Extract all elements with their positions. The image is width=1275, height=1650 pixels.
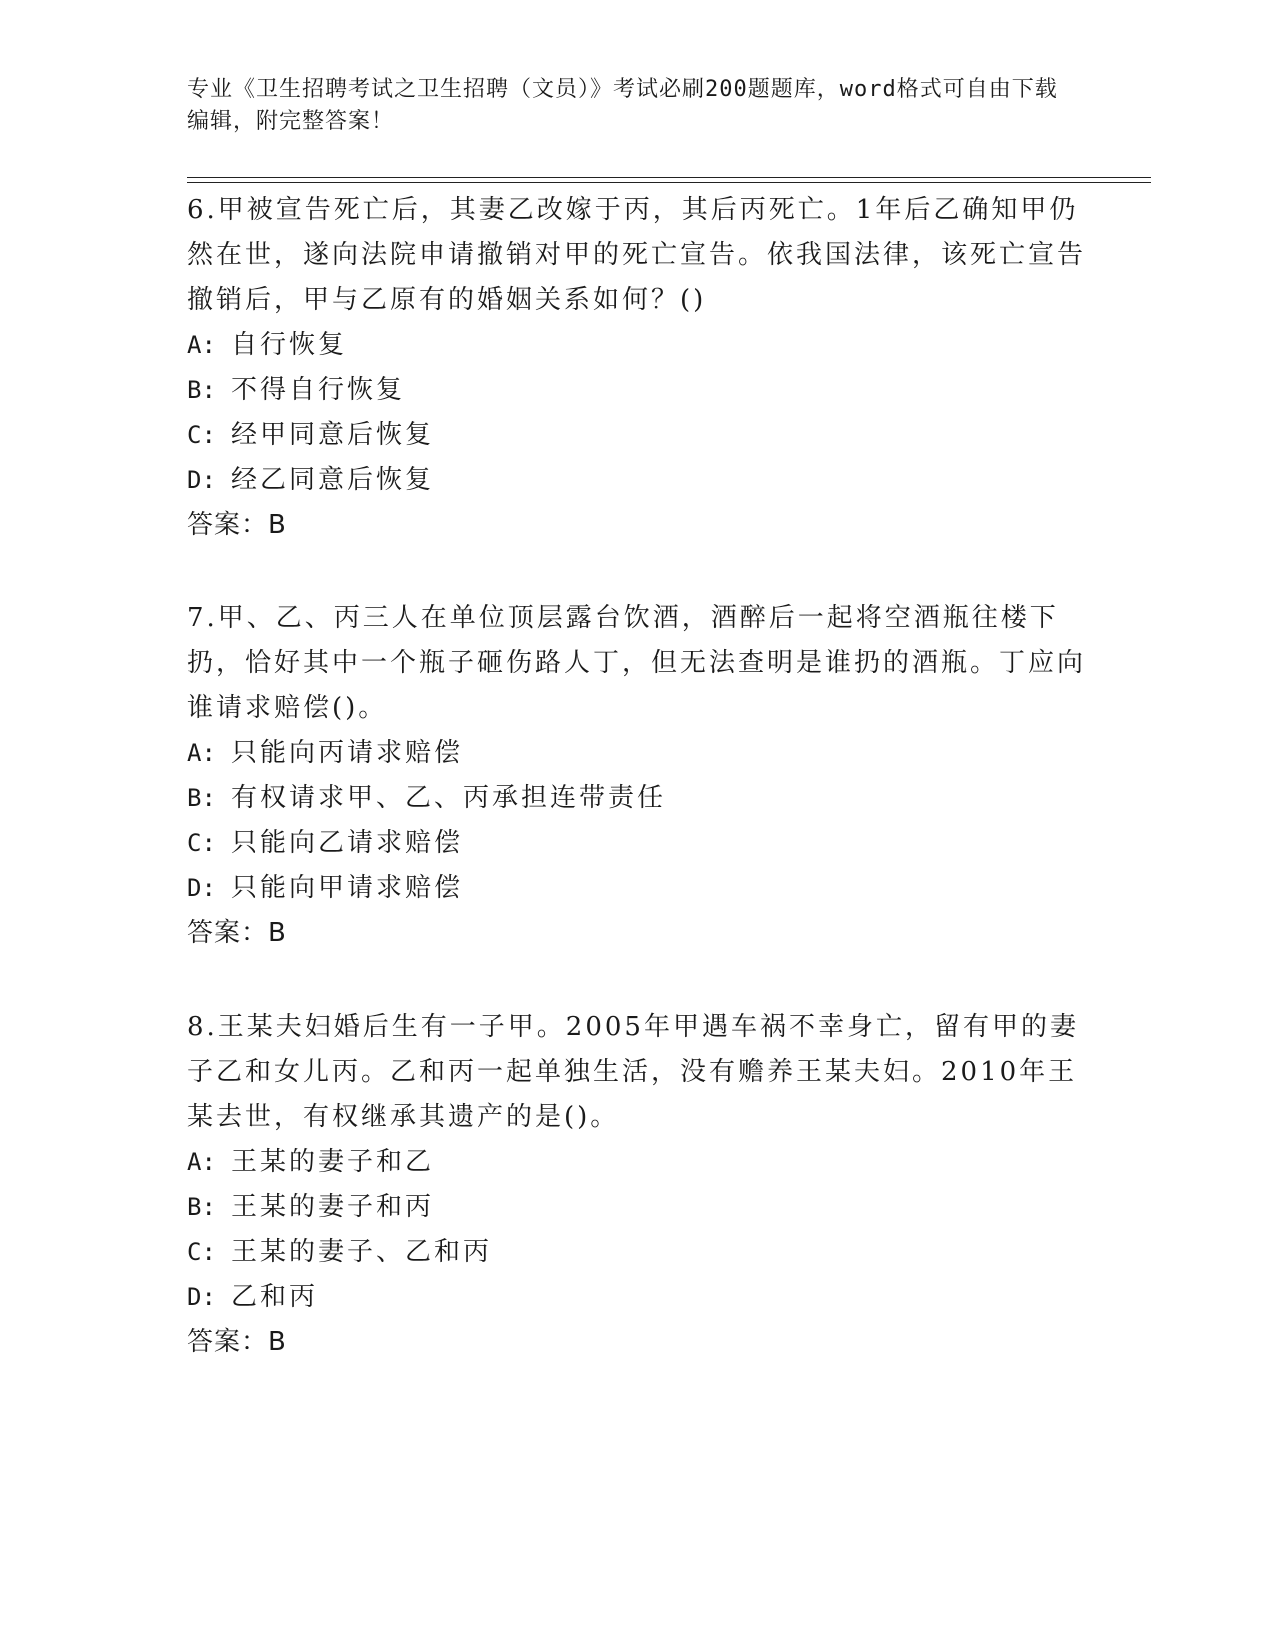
option-key: C: <box>187 1238 216 1266</box>
header-divider-bottom <box>187 182 1151 183</box>
option-key: B: <box>187 376 216 404</box>
option-text: 王某的妻子、乙和丙 <box>231 1237 493 1267</box>
option-text: 自行恢复 <box>231 330 348 360</box>
option-c <box>187 413 1087 458</box>
option-key: D: <box>187 466 216 494</box>
option-b <box>187 776 1087 821</box>
document-header: 专业《卫生招聘考试之卫生招聘（文员）》考试必刷200题题库，word格式可自由下载编辑，附完整答案！ <box>187 77 1058 134</box>
option-text: 乙和丙 <box>231 1282 319 1312</box>
option-key: A: <box>187 1148 216 1176</box>
option-key: C: <box>187 829 216 857</box>
option-key: B: <box>187 784 216 812</box>
option-text: 王某的妻子和乙 <box>231 1147 435 1177</box>
answer-line: 答案：B <box>187 1327 287 1357</box>
option-a <box>187 323 1087 368</box>
option-key: A: <box>187 739 216 767</box>
option-a <box>187 731 1087 776</box>
option-c <box>187 1230 1087 1275</box>
option-text: 有权请求甲、乙、丙承担连带责任 <box>231 783 667 813</box>
question-7 <box>187 596 1087 956</box>
question-stem: 8.王某夫妇婚后生有一子甲。2005年甲遇车祸不幸身亡，留有甲的妻子乙和女儿丙。乙和丙一起单独生活，没有赡养王某夫妇。2010年王某去世，有权继承其遗产的是()。 <box>187 1012 1079 1132</box>
option-d <box>187 458 1087 503</box>
option-text: 只能向丙请求赔偿 <box>231 738 464 768</box>
option-b <box>187 368 1087 413</box>
question-stem: 6.甲被宣告死亡后，其妻乙改嫁于丙，其后丙死亡。1年后乙确知甲仍然在世，遂向法院申请撤销对甲的死亡宣告。依我国法律，该死亡宣告撤销后，甲与乙原有的婚姻关系如何？() <box>187 195 1087 315</box>
option-key: D: <box>187 874 216 902</box>
option-text: 经乙同意后恢复 <box>231 465 435 495</box>
option-b <box>187 1185 1087 1230</box>
option-d <box>187 866 1087 911</box>
option-text: 经甲同意后恢复 <box>231 420 435 450</box>
option-key: B: <box>187 1193 216 1221</box>
option-key: C: <box>187 421 216 449</box>
header-divider-top <box>187 177 1151 178</box>
option-key: A: <box>187 331 216 359</box>
option-text: 王某的妻子和丙 <box>231 1192 435 1222</box>
option-text: 不得自行恢复 <box>231 375 406 405</box>
question-6 <box>187 188 1087 548</box>
option-text: 只能向甲请求赔偿 <box>231 873 464 903</box>
answer-line: 答案：B <box>187 918 287 948</box>
option-a <box>187 1140 1087 1185</box>
option-key: D: <box>187 1283 216 1311</box>
option-d <box>187 1275 1087 1320</box>
option-c <box>187 821 1087 866</box>
answer-line: 答案：B <box>187 510 287 540</box>
question-stem: 7.甲、乙、丙三人在单位顶层露台饮酒，酒醉后一起将空酒瓶往楼下扔，恰好其中一个瓶子砸伤路人丁，但无法查明是谁扔的酒瓶。丁应向谁请求赔偿()。 <box>187 603 1087 723</box>
question-8 <box>187 1005 1087 1365</box>
option-text: 只能向乙请求赔偿 <box>231 828 464 858</box>
